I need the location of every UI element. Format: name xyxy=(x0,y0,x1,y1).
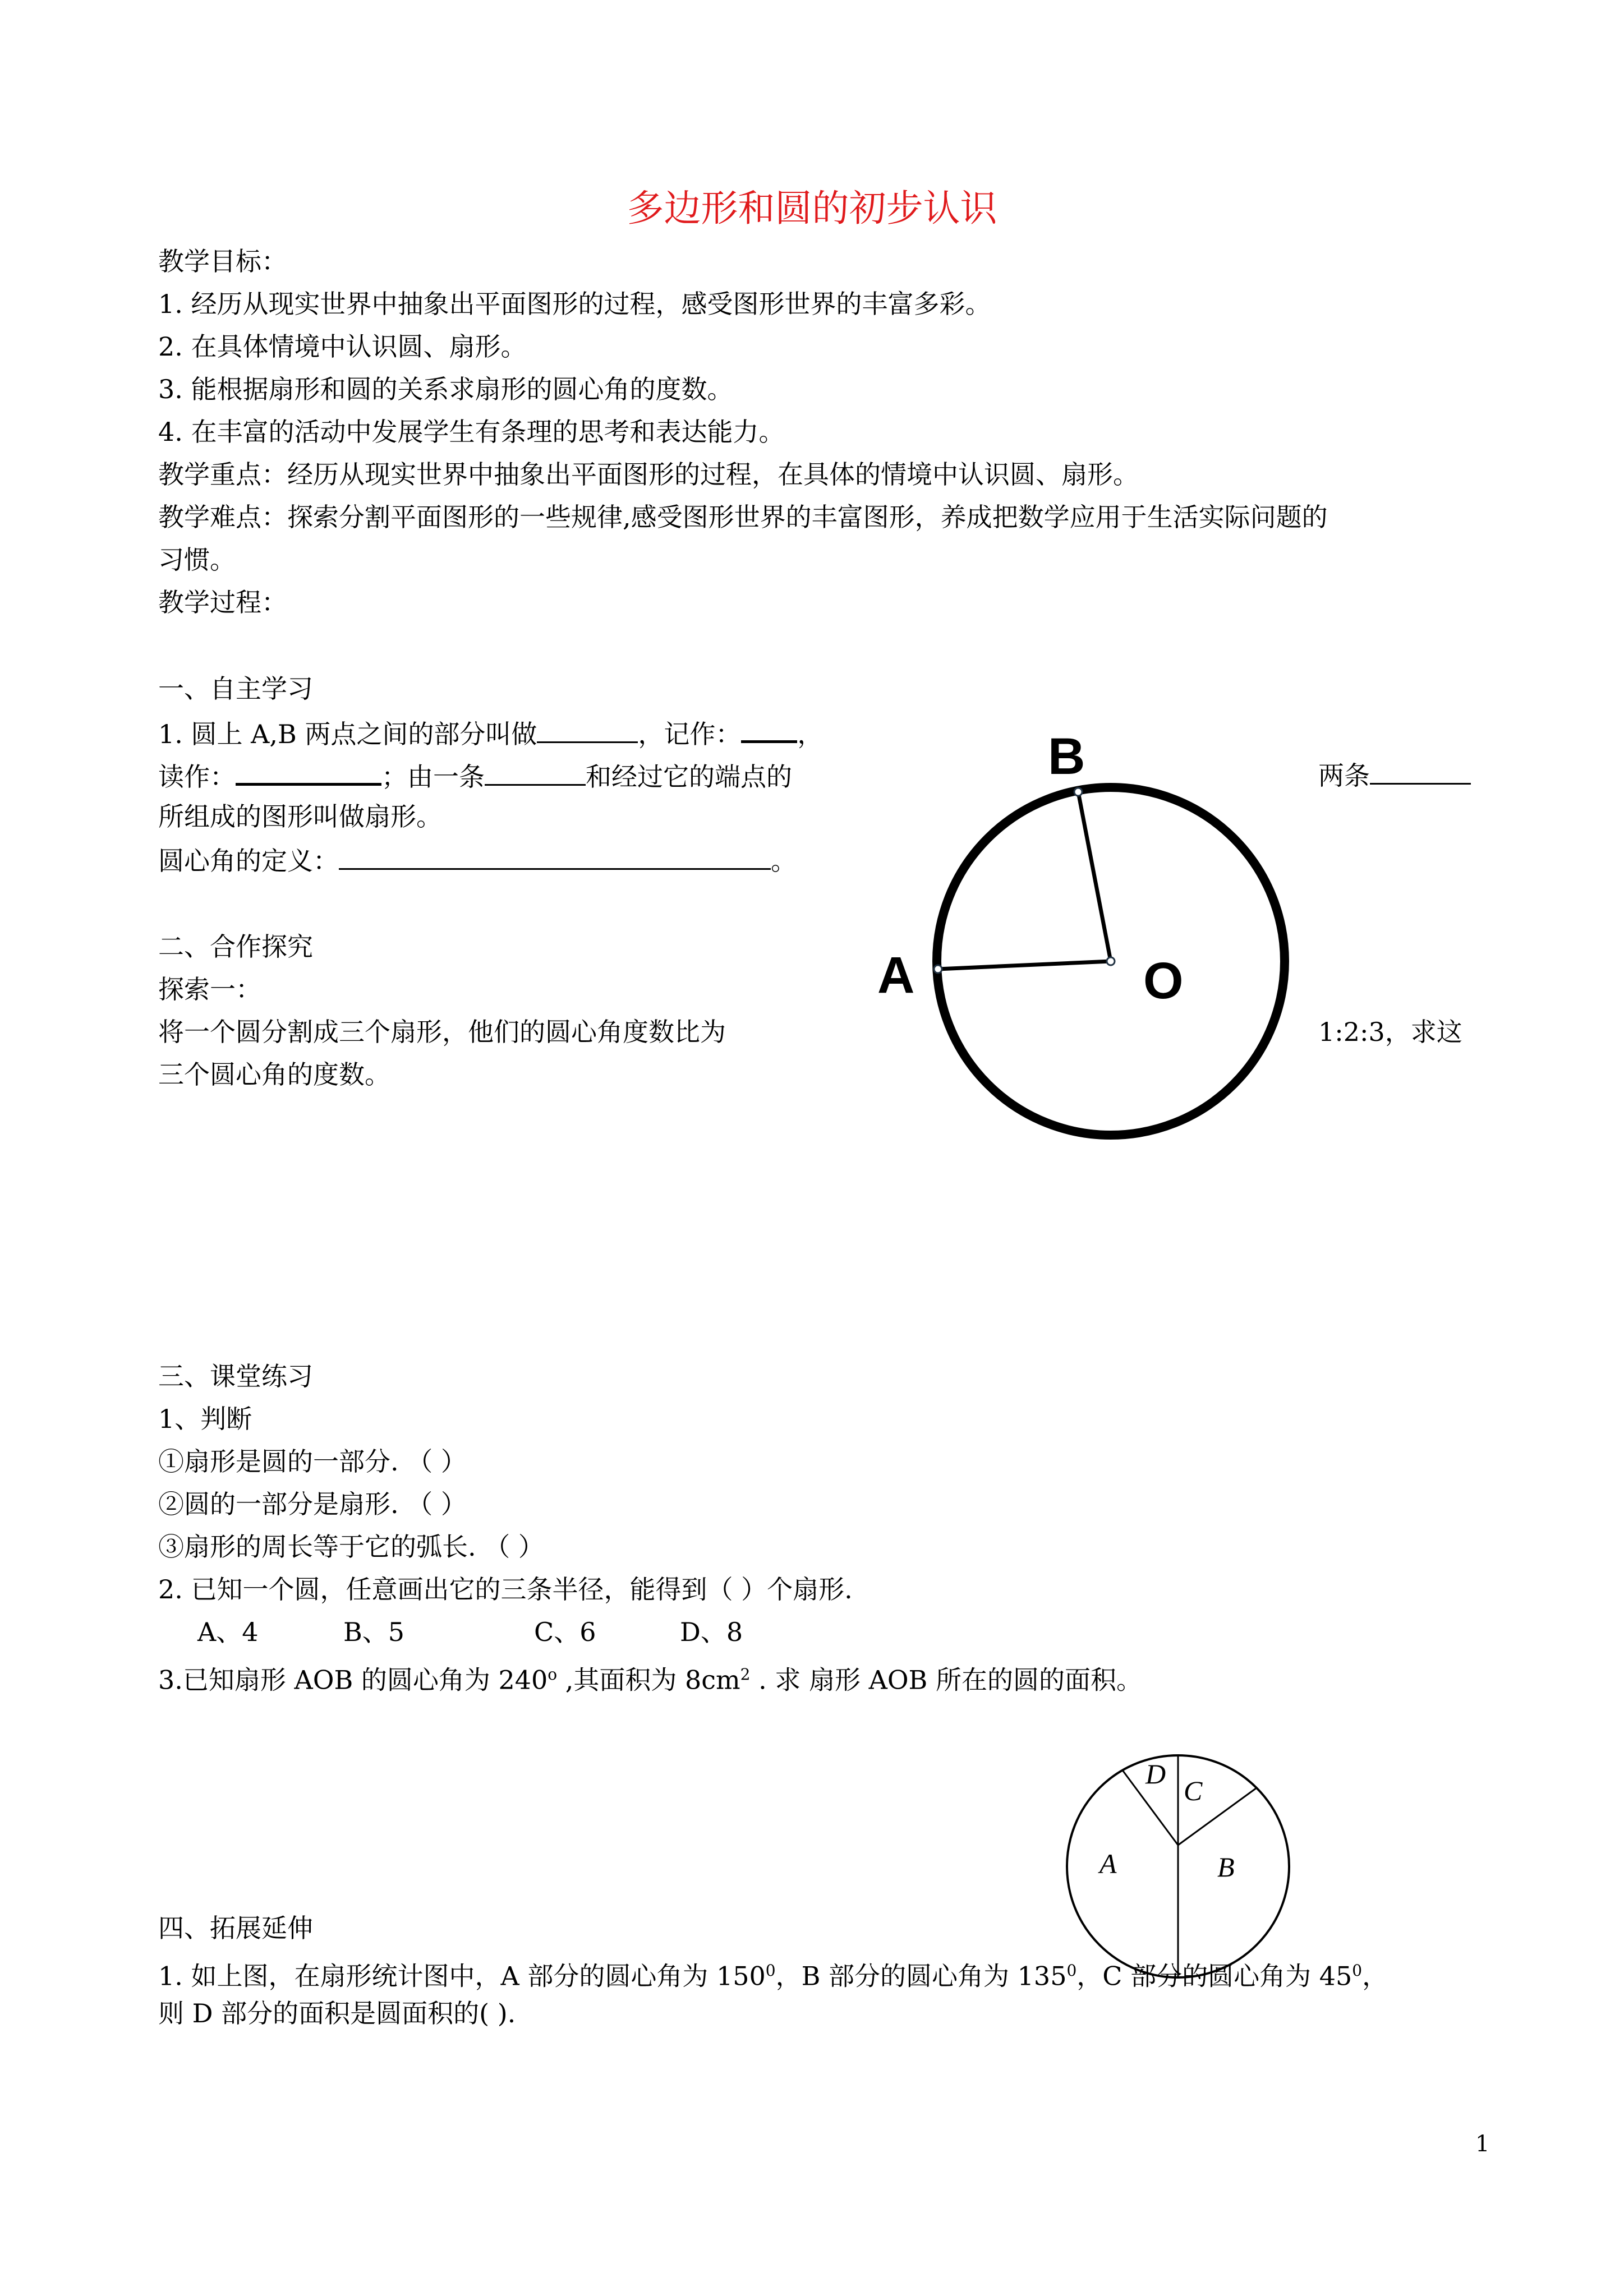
objective-item-3: 3. 能根据扇形和圆的关系求扇形的圆心角的度数。 xyxy=(158,374,733,404)
point-o xyxy=(1107,957,1115,965)
central-angle-def-label: 圆心角的定义： xyxy=(158,846,339,876)
section1-q1-line2 xyxy=(158,758,792,792)
objective-item-4: 4. 在丰富的活动中发展学生有条理的思考和表达能力。 xyxy=(158,417,785,447)
q3-text-a: 3.已知扇形 AOB 的圆心角为 240 xyxy=(158,1665,548,1695)
arc-notation-blank[interactable] xyxy=(741,716,797,743)
judge-item-1: ①扇形是圆的一部分. （ ） xyxy=(158,1446,467,1477)
q1-line2-right-text: 两条 xyxy=(1318,760,1370,791)
circle-figure-aob xyxy=(864,729,1290,1155)
explore-label: 探索一： xyxy=(158,974,261,1004)
s4-q1-text-c: ，C 部分的圆心角为 45 xyxy=(1076,1961,1352,1991)
q1-text-b: ，记作： xyxy=(638,719,742,749)
objective-item-2: 2. 在具体情境中认识圆、扇形。 xyxy=(158,331,527,362)
page-number: 1 xyxy=(1475,2131,1490,2157)
point-a xyxy=(934,965,942,973)
sector-label-c: C xyxy=(1184,1775,1203,1806)
section2-heading: 二、合作探究 xyxy=(158,932,313,962)
question-3 xyxy=(158,1659,1142,1695)
option-b[interactable]: B、5 xyxy=(343,1617,405,1647)
label-a: A xyxy=(877,947,915,1004)
difficulties-line-2: 习惯。 xyxy=(158,545,236,575)
radius-blank[interactable] xyxy=(1370,758,1471,785)
section1-q1-line2-right xyxy=(1318,758,1471,791)
reading-blank[interactable] xyxy=(236,758,381,786)
judge-item-3: ③扇形的周长等于它的弧长. （ ） xyxy=(158,1532,544,1562)
q1-line2-b: ；由一条 xyxy=(381,762,485,792)
q3-text-b: ,其面积为 8cm xyxy=(557,1665,740,1695)
explore-line-2: 三个圆心角的度数。 xyxy=(158,1059,390,1090)
def-end: 。 xyxy=(771,846,797,876)
sector-label-d: D xyxy=(1145,1758,1166,1790)
objectives-heading: 教学目标： xyxy=(158,246,287,276)
q3-degree-sup: o xyxy=(548,1665,558,1684)
s4-sup-1: 0 xyxy=(765,1961,776,1980)
section4-q1-line2: 则 D 部分的面积是圆面积的( ). xyxy=(158,1998,516,2028)
document-title: 多边形和圆的初步认识 xyxy=(627,187,997,230)
key-points: 教学重点：经历从现实世界中抽象出平面图形的过程，在具体的情境中认识圆、扇形。 xyxy=(158,459,1139,490)
s4-q1-text-a: 1. 如上图，在扇形统计图中，A 部分的圆心角为 150 xyxy=(158,1961,766,1991)
q1-text-c: ， xyxy=(797,719,823,749)
judge-item-2: ②圆的一部分是扇形. （ ） xyxy=(158,1489,467,1519)
point-b xyxy=(1074,788,1082,796)
q1-text-a: 1. 圆上 A,B 两点之间的部分叫做 xyxy=(158,719,537,749)
option-a[interactable]: A、4 xyxy=(197,1617,259,1647)
section1-q1-line1 xyxy=(158,716,823,750)
option-c[interactable]: C、6 xyxy=(534,1617,596,1647)
section4-heading: 四、拓展延伸 xyxy=(158,1913,313,1943)
radius-oa xyxy=(938,961,1111,969)
section3-heading: 三、课堂练习 xyxy=(158,1361,313,1391)
label-b: B xyxy=(1048,729,1085,785)
judge-heading: 1、判断 xyxy=(158,1404,252,1434)
s4-sup-2: 0 xyxy=(1066,1961,1077,1980)
option-d[interactable]: D、8 xyxy=(680,1617,743,1647)
question-2: 2. 已知一个圆，任意画出它的三条半径，能得到（ ）个扇形. xyxy=(158,1574,853,1605)
q3-text-c: . 求 扇形 AOB 所在的圆的面积。 xyxy=(750,1665,1142,1695)
section1-q1-line3: 所组成的图形叫做扇形。 xyxy=(158,801,442,832)
q1-line2-c: 和经过它的端点的 xyxy=(586,762,792,792)
section4-q1-line1 xyxy=(158,1955,1388,1991)
definition-blank[interactable] xyxy=(339,843,771,870)
s4-q1-text-d: ， xyxy=(1362,1961,1388,1991)
section1-heading: 一、自主学习 xyxy=(158,674,313,704)
q3-square-sup: 2 xyxy=(740,1665,751,1684)
radius-ob xyxy=(1078,792,1111,961)
arc-blank[interactable] xyxy=(485,759,586,786)
label-o: O xyxy=(1143,952,1184,1009)
explore-line-1-right: 1:2:3，求这 xyxy=(1318,1017,1462,1047)
s4-q1-text-b: ，B 部分的圆心角为 135 xyxy=(775,1961,1067,1991)
sector-label-a: A xyxy=(1099,1848,1117,1879)
difficulties-line-1: 教学难点：探索分割平面图形的一些规律,感受图形世界的丰富图形，养成把数学应用于生活实际问题的 xyxy=(158,502,1328,532)
explore-line-1: 将一个圆分割成三个扇形，他们的圆心角度数比为 xyxy=(158,1017,726,1047)
s4-sup-3: 0 xyxy=(1352,1961,1363,1980)
central-angle-definition-line xyxy=(158,843,797,877)
sector-label-b: B xyxy=(1217,1851,1235,1883)
objective-item-1: 1. 经历从现实世界中抽象出平面图形的过程，感受图形世界的丰富多彩。 xyxy=(158,289,991,319)
process-heading: 教学过程： xyxy=(158,587,287,617)
arc-name-blank[interactable] xyxy=(537,717,638,743)
q1-line2-a: 读作： xyxy=(158,762,236,792)
